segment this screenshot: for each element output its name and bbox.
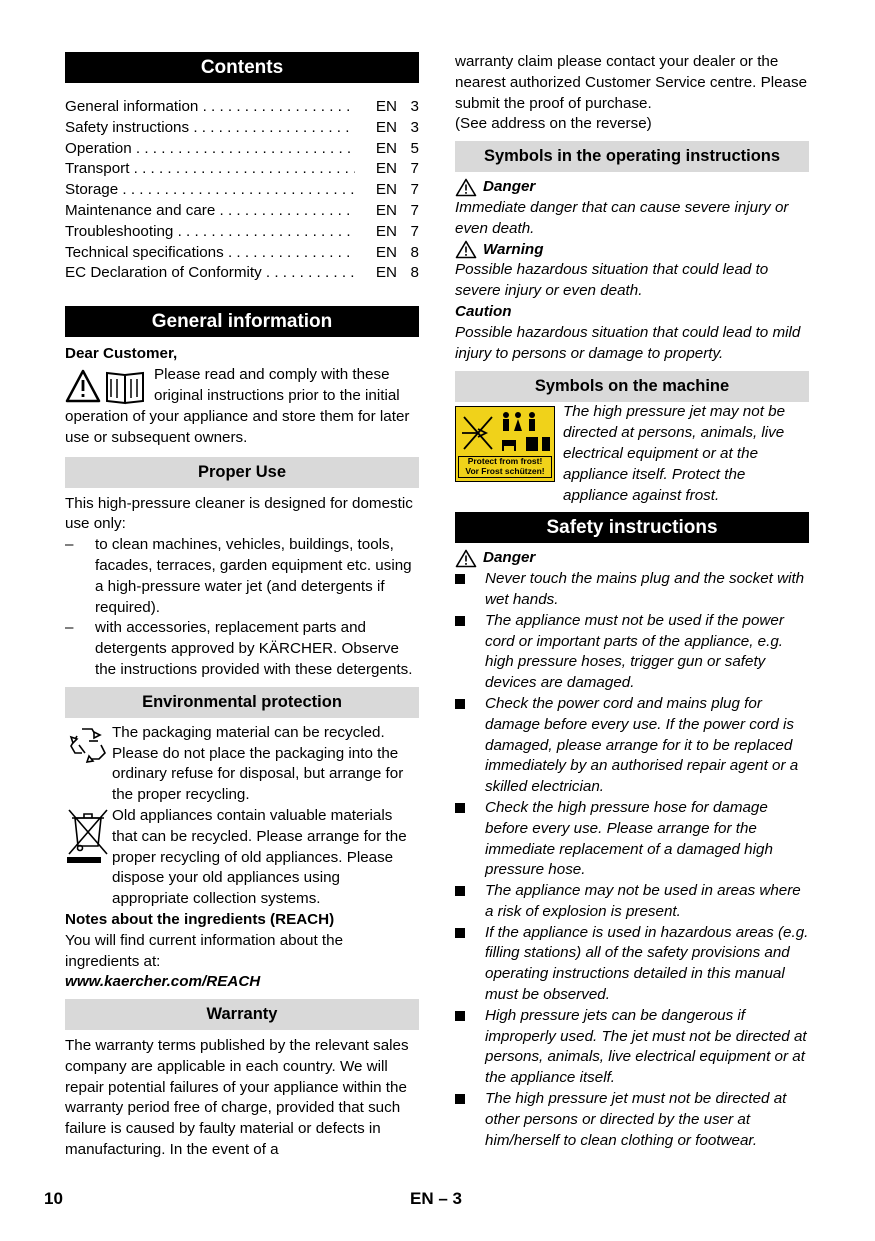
toc-row[interactable] xyxy=(65,97,419,118)
toc-row[interactable] xyxy=(65,243,419,264)
toc-row[interactable] xyxy=(65,201,419,222)
list-item xyxy=(455,694,809,798)
page-number: 10 xyxy=(44,1189,63,1208)
list-item xyxy=(65,535,419,618)
danger-label: Danger xyxy=(483,178,536,196)
list-item xyxy=(455,923,809,1006)
warranty-heading: Warranty xyxy=(65,999,419,1030)
recycling-notice xyxy=(65,723,419,806)
list-item-text: Check the high pressure hose for damage before every use. Please arrange for the immediate replacement of a damaged high pressure hose. xyxy=(485,798,773,879)
no-spray-persons-icon xyxy=(456,407,554,459)
toc-title: EC Declaration of Conformity . . . xyxy=(65,263,355,284)
frost-label-de: Vor Frost schützen! xyxy=(465,465,545,476)
list-item xyxy=(455,611,809,694)
warranty-address-note: (See address on the reverse) xyxy=(455,115,652,133)
toc-row[interactable] xyxy=(65,118,419,139)
list-item-text: to clean machines, vehicles, buildings, tools, facades, terraces, garden equipment etc. using a high-pressure water jet (and detergents if required). xyxy=(95,536,412,616)
weee-notice xyxy=(65,806,419,910)
toc-lang: EN xyxy=(375,118,397,136)
toc-page: 7 xyxy=(410,160,419,178)
toc-page: 7 xyxy=(410,181,419,199)
list-item-text: Check the power cord and mains plug for damage before every use. If the power cord is damaged, please arrange for it to be replaced immediately by an authorised repair agent or a skilled electrician. xyxy=(485,694,799,796)
list-item xyxy=(455,1089,809,1151)
proper-use-text: This high-pressure cleaner is designed for domestic use only: xyxy=(65,494,413,533)
bullet-square-icon xyxy=(455,803,465,813)
warning-text: Possible hazardous situation that could lead to severe injury or even death. xyxy=(455,261,769,300)
list-item-text: The high pressure jet must not be directed at other persons or directed by the user at him/herself to clean clothing or footwear. xyxy=(485,1090,787,1149)
reach-url[interactable]: www.kaercher.com/REACH xyxy=(65,973,261,991)
warranty-text: The warranty terms published by the relevant sales company are applicable in each country. We will repair potential failures of your appliance within the warranty period free of charge, provided that such failure is caused by faulty material or defects in manufacturing. In the event of a xyxy=(65,1037,409,1159)
machine-symbol-row xyxy=(455,403,809,506)
proper-use-heading: Proper Use xyxy=(65,457,419,488)
reach-heading: Notes about the ingredients (REACH) xyxy=(65,910,335,928)
toc-page: 8 xyxy=(410,264,419,282)
warning-triangle-icon xyxy=(455,178,477,197)
read-manual-notice xyxy=(65,365,419,407)
recycling-icon xyxy=(65,723,112,763)
bullet-square-icon xyxy=(455,699,465,709)
bullet-square-icon xyxy=(455,928,465,938)
frost-label xyxy=(458,456,552,478)
frost-label-en: Protect from frost! xyxy=(467,456,543,467)
bullet-square-icon xyxy=(455,616,465,626)
dash-marker: – xyxy=(65,619,74,637)
toc-lang: EN xyxy=(375,243,397,261)
toc-title: Storage . . . xyxy=(65,180,355,201)
intro-text: Please read and comply with these original instructions prior to the initial xyxy=(154,365,400,404)
toc-row[interactable] xyxy=(65,180,419,201)
warning-label-row xyxy=(455,240,809,261)
packaging-recycle-text: The packaging material can be recycled. Please do not place the packaging into the ordinary refuse for disposal, but arrange for the proper recycling. xyxy=(112,723,404,804)
crossed-out-bin-icon xyxy=(65,806,112,866)
warning-triangle-icon xyxy=(455,549,477,568)
toc-title: Operation . . . xyxy=(65,139,355,160)
toc-title: Transport . . . xyxy=(65,159,355,180)
general-information-heading: General information xyxy=(65,306,419,337)
contents-heading: Contents xyxy=(65,52,419,83)
toc-lang: EN xyxy=(375,181,397,199)
list-item-text: The appliance must not be used if the power cord or important parts of the appliance, e.g. high pressure hoses, trigger gun or safety devices are damaged. xyxy=(485,611,784,692)
toc-row[interactable] xyxy=(65,263,419,284)
toc-row[interactable] xyxy=(65,222,419,243)
bullet-square-icon xyxy=(455,886,465,896)
safety-danger-label: Danger xyxy=(483,549,536,567)
list-item-text: Never touch the mains plug and the socket with wet hands. xyxy=(485,570,805,608)
list-item xyxy=(455,881,809,923)
toc-title: Safety instructions . . . xyxy=(65,118,355,139)
intro-text-continued: operation of your appliance and store them for later use or subsequent owners. xyxy=(65,407,410,446)
list-item-text: If the appliance is used in hazardous areas (e.g. filling stations) all of the safety provisions and operating instructions detailed in this manual must be observed. xyxy=(485,923,809,1004)
toc-lang: EN xyxy=(375,160,397,178)
toc-row[interactable] xyxy=(65,139,419,160)
toc-title: General information . . . xyxy=(65,97,355,118)
toc-page: 3 xyxy=(410,98,419,115)
toc-title: Troubleshooting . . . xyxy=(65,222,355,243)
bullet-square-icon xyxy=(455,574,465,584)
toc-page: 7 xyxy=(410,222,419,240)
list-item-text: with accessories, replacement parts and detergents approved by KÄRCHER. Observe the instructions provided with these detergents. xyxy=(95,619,413,678)
toc-title: Technical specifications . . . xyxy=(65,243,355,264)
list-item-text: The appliance may not be used in areas where a risk of explosion is present. xyxy=(485,882,801,920)
list-item xyxy=(455,569,809,611)
machine-sticker xyxy=(455,406,555,482)
caution-text: Possible hazardous situation that could lead to mild injury to persons or damage to property. xyxy=(455,323,801,362)
dash-marker: – xyxy=(65,536,74,554)
environmental-protection-heading: Environmental protection xyxy=(65,687,419,718)
symbols-machine-heading: Symbols on the machine xyxy=(455,371,809,402)
toc-row[interactable] xyxy=(65,159,419,180)
safety-instructions-heading: Safety instructions xyxy=(455,512,809,543)
toc-page: 7 xyxy=(410,201,419,219)
table-of-contents xyxy=(65,97,419,284)
warning-label: Warning xyxy=(483,240,544,258)
toc-page: 5 xyxy=(410,139,419,157)
warning-manual-icon xyxy=(65,365,153,407)
reach-text: You will find current information about the ingredients at: xyxy=(65,931,344,970)
toc-lang: EN xyxy=(375,98,397,115)
toc-lang: EN xyxy=(375,264,397,282)
toc-lang: EN xyxy=(375,201,397,219)
dear-customer: Dear Customer, xyxy=(65,345,178,363)
list-item-text: High pressure jets can be dangerous if improperly used. The jet must not be directed at persons, animals, live electrical equipment or at the appliance itself. xyxy=(485,1006,807,1087)
warning-triangle-icon xyxy=(455,240,477,259)
list-item xyxy=(455,798,809,881)
toc-page: 8 xyxy=(410,243,419,261)
caution-label: Caution xyxy=(455,302,512,320)
list-item xyxy=(455,1006,809,1089)
old-appliance-text: Old appliances contain valuable materials that can be recycled. Please arrange for the proper recycling of old appliances. Please dispose your old appliances using appropriate collection systems. xyxy=(112,806,407,908)
danger-label-row xyxy=(455,177,809,198)
warranty-text-continued: warranty claim please contact your dealer or the nearest authorized Customer Service centre. Please submit the proof of purchase. xyxy=(455,53,808,112)
safety-danger-row xyxy=(455,548,809,569)
toc-lang: EN xyxy=(375,222,397,240)
bullet-square-icon xyxy=(455,1094,465,1104)
symbols-instructions-heading: Symbols in the operating instructions xyxy=(455,141,809,172)
machine-symbol-text: The high pressure jet may not be directed at persons, animals, live electrical equipment or at the appliance itself. Protect the appliance against frost. xyxy=(563,403,786,504)
toc-title: Maintenance and care . . . xyxy=(65,201,355,222)
right-column xyxy=(455,52,809,1151)
left-column xyxy=(65,52,419,1161)
list-item xyxy=(65,618,419,680)
toc-page: 3 xyxy=(410,118,419,136)
page-code: EN – 3 xyxy=(410,1189,462,1208)
toc-lang: EN xyxy=(375,139,397,157)
danger-text: Immediate danger that can cause severe injury or even death. xyxy=(455,198,789,237)
bullet-square-icon xyxy=(455,1011,465,1021)
